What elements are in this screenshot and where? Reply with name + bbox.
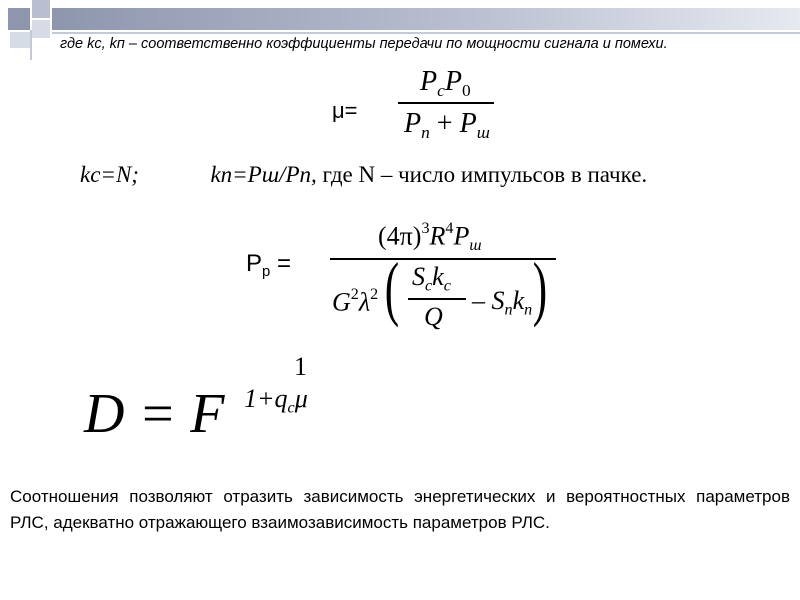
decor-square	[10, 32, 30, 48]
mu-lhs: μ=	[332, 98, 358, 123]
mu-fraction-line	[398, 102, 494, 104]
pr-lhs: $P_p$ =	[246, 250, 291, 281]
decor-square	[32, 20, 50, 38]
header-rule	[52, 32, 800, 34]
decor-rule	[30, 30, 32, 60]
exponent-numerator: 1	[294, 352, 307, 381]
pr-fraction-line	[330, 258, 556, 260]
pr-denominator-prefix: $G^2\lambda^2$	[332, 286, 379, 317]
coefficient-definitions	[80, 162, 647, 188]
pulse-count-note: где N – число импульсов в пачке.	[322, 162, 648, 187]
kn-definition: kn=Pш/Pn,	[210, 162, 317, 187]
decor-square	[8, 8, 30, 30]
exponent-denominator: $1+q_c\mu$	[244, 384, 308, 417]
pr-denominator-suffix: – $S_nk_n$	[472, 286, 533, 319]
kc-definition: kc=N;	[80, 162, 139, 187]
pr-numerator: $(4\pi)^3R^4P_ш$	[378, 220, 482, 254]
coefficients-note: где kc, kп – соответственно коэффициенты передачи по мощности сигнала и помехи.	[60, 36, 668, 52]
decor-square	[32, 0, 50, 18]
left-paren: (	[384, 248, 400, 328]
inner-fraction-line	[408, 298, 466, 300]
summary-paragraph: Соотношения позволяют отразить зависимость энергетических и вероятностных параметров РЛС, адекватно отражающего взаимозависимость параметров РЛС.	[10, 487, 790, 532]
inner-numerator: $S_ck_c$	[412, 262, 451, 295]
inner-denominator: Q	[424, 302, 443, 331]
detection-formula-lhs: D = F	[84, 383, 225, 445]
mu-denominator: $P_п + P_ш$	[404, 108, 490, 143]
header-bar	[52, 8, 800, 30]
mu-numerator: $P_cP_0$	[420, 66, 471, 101]
right-paren: )	[532, 248, 548, 328]
